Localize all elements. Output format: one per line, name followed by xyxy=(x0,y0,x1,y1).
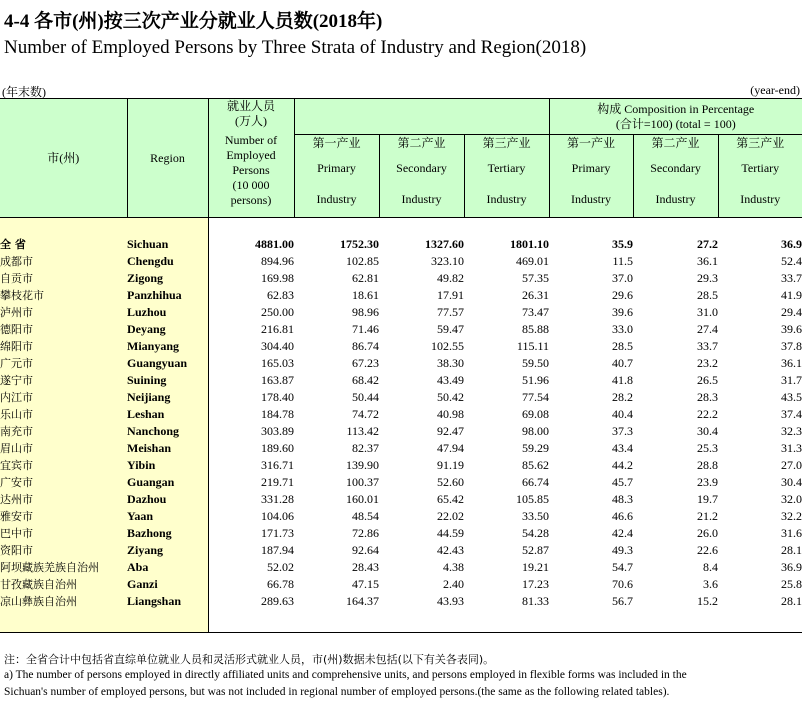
header-tertiary-pct-en: Tertiary xyxy=(741,161,780,175)
table-row xyxy=(0,508,802,525)
cell-tertiary-pct: 30.4 xyxy=(781,475,803,489)
cell-city: 乐山市 xyxy=(0,406,127,423)
cell-tertiary-pct: 31.7 xyxy=(781,373,803,387)
cell-tertiary-pct: 29.4 xyxy=(781,305,803,319)
cell-primary-pct: 49.3 xyxy=(612,543,634,557)
cell-total: 165.03 xyxy=(261,356,294,370)
cell-region: Ganzi xyxy=(127,576,208,593)
cell-region: Leshan xyxy=(127,406,208,423)
cell-tertiary-pct: 39.6 xyxy=(781,322,803,336)
cell-tertiary: 115.11 xyxy=(516,339,550,353)
cell-tertiary-pct: 37.4 xyxy=(781,407,803,421)
cell-tertiary-pct: 28.1 xyxy=(781,543,803,557)
cell-secondary: 22.02 xyxy=(437,509,464,523)
cell-tertiary-pct: 31.3 xyxy=(781,441,803,455)
cell-tertiary: 105.85 xyxy=(516,492,550,506)
cell-tertiary-pct: 52.4 xyxy=(781,254,803,268)
header-primary-en: Primary xyxy=(317,161,356,175)
cell-region: Panzhihua xyxy=(127,287,208,304)
table-row xyxy=(0,593,802,610)
cell-tertiary-pct: 25.8 xyxy=(781,577,803,591)
cell-region: Ziyang xyxy=(127,542,208,559)
table-row xyxy=(0,525,802,542)
header-absolute-group xyxy=(294,99,549,135)
header-composition-title: 构成 Composition in Percentage xyxy=(597,101,755,116)
cell-tertiary-pct: 43.5 xyxy=(781,390,803,404)
cell-primary: 160.01 xyxy=(346,492,379,506)
table-row xyxy=(0,559,802,576)
cell-secondary: 1327.60 xyxy=(425,237,464,251)
cell-region: Bazhong xyxy=(127,525,208,542)
footnote-english-line-1: a) The number of persons employed in directly affiliated units and comprehensive units, and persons employed in flexible forms was included in the xyxy=(4,669,687,681)
cell-secondary-pct: 23.9 xyxy=(697,475,719,489)
cell-secondary: 47.94 xyxy=(437,441,464,455)
cell-secondary: 323.10 xyxy=(431,254,464,268)
header-tertiary-pct xyxy=(718,135,802,218)
cell-tertiary: 59.50 xyxy=(522,356,550,370)
header-city: 市(州) xyxy=(0,99,127,218)
table-row xyxy=(0,372,802,389)
table-row-total xyxy=(0,218,802,254)
cell-tertiary-pct: 36.9 xyxy=(781,237,803,251)
table-row xyxy=(0,457,802,474)
cell-tertiary: 66.74 xyxy=(522,475,550,489)
cell-primary: 74.72 xyxy=(352,407,379,421)
cell-secondary-pct: 23.2 xyxy=(697,356,719,370)
cell-total: 219.71 xyxy=(261,475,294,489)
cell-secondary-pct: 26.0 xyxy=(697,526,719,540)
table-row xyxy=(0,491,802,508)
cell-city: 南充市 xyxy=(0,423,127,440)
cell-city: 宜宾市 xyxy=(0,457,127,474)
cell-region: Nanchong xyxy=(127,423,208,440)
cell-region: Meishan xyxy=(127,440,208,457)
cell-region: Deyang xyxy=(127,321,208,338)
cell-secondary: 43.49 xyxy=(437,373,464,387)
header-industry: Industry xyxy=(655,192,696,206)
cell-total: 894.96 xyxy=(261,254,294,268)
cell-total: 331.28 xyxy=(261,492,294,506)
header-secondary-pct-cn: 第二产业 xyxy=(651,136,700,150)
table-row xyxy=(0,406,802,423)
cell-secondary-pct: 28.3 xyxy=(697,390,719,404)
footnote-chinese: 注：全省合计中包括省直综单位就业人员和灵活形式就业人员，市(州)数据未包括(以下有关各表同)。 xyxy=(4,653,495,666)
cell-total: 66.78 xyxy=(267,577,294,591)
cell-primary-pct: 48.3 xyxy=(612,492,634,506)
cell-primary: 50.44 xyxy=(352,390,379,404)
cell-tertiary: 69.08 xyxy=(522,407,550,421)
cell-total: 169.98 xyxy=(261,271,294,285)
unit-label-chinese: (年末数) xyxy=(2,85,46,99)
header-primary-pct-en: Primary xyxy=(571,161,611,175)
cell-secondary: 42.43 xyxy=(437,543,464,557)
cell-total: 304.40 xyxy=(261,339,294,353)
cell-city: 全 省 xyxy=(0,218,127,254)
cell-region: Sichuan xyxy=(127,218,208,254)
cell-secondary: 49.82 xyxy=(437,271,464,285)
table-row xyxy=(0,576,802,593)
cell-primary: 72.86 xyxy=(352,526,379,540)
cell-region: Aba xyxy=(127,559,208,576)
cell-secondary: 77.57 xyxy=(437,305,464,319)
cell-primary: 100.37 xyxy=(346,475,379,489)
table-row xyxy=(0,474,802,491)
cell-tertiary: 77.54 xyxy=(522,390,550,404)
cell-secondary-pct: 28.8 xyxy=(697,458,719,472)
cell-total: 250.00 xyxy=(261,305,294,319)
cell-primary-pct: 28.2 xyxy=(612,390,634,404)
cell-primary-pct: 28.5 xyxy=(612,339,634,353)
cell-primary-pct: 11.5 xyxy=(612,254,634,268)
header-tertiary xyxy=(464,135,549,218)
cell-primary: 18.61 xyxy=(352,288,379,302)
header-secondary xyxy=(379,135,464,218)
cell-city: 广安市 xyxy=(0,474,127,491)
cell-tertiary-pct: 33.7 xyxy=(781,271,803,285)
cell-secondary: 4.38 xyxy=(443,560,464,574)
header-total xyxy=(208,99,294,218)
cell-region: Yibin xyxy=(127,457,208,474)
header-secondary-en: Secondary xyxy=(396,161,447,175)
cell-secondary-pct: 28.5 xyxy=(697,288,719,302)
cell-secondary-pct: 27.2 xyxy=(697,237,719,251)
cell-secondary-pct: 22.2 xyxy=(697,407,719,421)
cell-city: 泸州市 xyxy=(0,304,127,321)
cell-primary-pct: 54.7 xyxy=(612,560,634,574)
cell-secondary-pct: 26.5 xyxy=(697,373,719,387)
cell-tertiary-pct: 31.6 xyxy=(781,526,803,540)
cell-secondary-pct: 8.4 xyxy=(703,560,719,574)
cell-total: 52.02 xyxy=(267,560,294,574)
cell-secondary: 91.19 xyxy=(437,458,464,472)
cell-total: 163.87 xyxy=(261,373,294,387)
cell-city: 攀枝花市 xyxy=(0,287,127,304)
cell-tertiary: 54.28 xyxy=(522,526,550,540)
cell-secondary-pct: 21.2 xyxy=(697,509,719,523)
cell-primary: 71.46 xyxy=(352,322,379,336)
header-industry: Industry xyxy=(401,192,442,206)
cell-tertiary: 469.01 xyxy=(516,254,550,268)
cell-primary: 48.54 xyxy=(352,509,379,523)
cell-total: 178.40 xyxy=(261,390,294,404)
cell-secondary-pct: 30.4 xyxy=(697,424,719,438)
cell-tertiary: 57.35 xyxy=(522,271,550,285)
cell-tertiary: 17.23 xyxy=(522,577,550,591)
table-row xyxy=(0,542,802,559)
header-secondary-pct-en: Secondary xyxy=(650,161,701,175)
cell-city: 自贡市 xyxy=(0,270,127,287)
cell-secondary: 102.55 xyxy=(431,339,464,353)
cell-tertiary-pct: 28.1 xyxy=(781,594,803,608)
cell-secondary-pct: 29.3 xyxy=(697,271,719,285)
header-primary-pct xyxy=(549,135,633,218)
cell-primary-pct: 44.2 xyxy=(612,458,634,472)
cell-tertiary: 59.29 xyxy=(522,441,550,455)
cell-tertiary: 52.87 xyxy=(522,543,550,557)
header-total-en-5: persons) xyxy=(230,193,272,207)
table-bottom-spacer xyxy=(0,610,802,633)
cell-tertiary: 85.88 xyxy=(522,322,550,336)
header-composition xyxy=(549,99,802,135)
cell-city: 眉山市 xyxy=(0,440,127,457)
cell-secondary: 2.40 xyxy=(443,577,464,591)
employment-table xyxy=(0,98,802,633)
table-row xyxy=(0,355,802,372)
cell-city: 绵阳市 xyxy=(0,338,127,355)
cell-primary: 139.90 xyxy=(346,458,379,472)
cell-region: Chengdu xyxy=(127,253,208,270)
cell-region: Yaan xyxy=(127,508,208,525)
cell-secondary: 50.42 xyxy=(437,390,464,404)
cell-primary: 28.43 xyxy=(352,560,379,574)
cell-secondary: 38.30 xyxy=(437,356,464,370)
cell-city: 资阳市 xyxy=(0,542,127,559)
cell-primary: 82.37 xyxy=(352,441,379,455)
cell-total: 4881.00 xyxy=(255,237,294,251)
cell-tertiary-pct: 27.0 xyxy=(781,458,803,472)
cell-primary-pct: 39.6 xyxy=(612,305,634,319)
footnote-english-line-2: Sichuan's number of employed persons, but was not included in regional number of employed persons.(the same as the following related tables). xyxy=(4,686,670,698)
cell-tertiary: 19.21 xyxy=(522,560,550,574)
cell-region: Liangshan xyxy=(127,593,208,610)
header-total-en-3: Persons xyxy=(232,163,270,177)
cell-primary-pct: 46.6 xyxy=(612,509,634,523)
cell-total: 289.63 xyxy=(261,594,294,608)
header-tertiary-pct-cn: 第三产业 xyxy=(736,136,785,150)
title-chinese: 4-4 各市(州)按三次产业分就业人员数(2018年) xyxy=(4,11,383,32)
cell-tertiary: 98.00 xyxy=(522,424,550,438)
cell-tertiary-pct: 41.9 xyxy=(781,288,803,302)
cell-secondary: 92.47 xyxy=(437,424,464,438)
cell-primary-pct: 37.0 xyxy=(612,271,634,285)
table-row xyxy=(0,440,802,457)
cell-tertiary: 85.62 xyxy=(522,458,550,472)
cell-primary: 68.42 xyxy=(352,373,379,387)
cell-primary-pct: 45.7 xyxy=(612,475,634,489)
cell-total: 184.78 xyxy=(261,407,294,421)
cell-total: 216.81 xyxy=(261,322,294,336)
table-row xyxy=(0,321,802,338)
cell-tertiary-pct: 37.8 xyxy=(781,339,803,353)
cell-tertiary: 33.50 xyxy=(522,509,550,523)
cell-primary-pct: 43.4 xyxy=(612,441,634,455)
cell-secondary: 40.98 xyxy=(437,407,464,421)
cell-secondary-pct: 31.0 xyxy=(697,305,719,319)
cell-primary-pct: 70.6 xyxy=(612,577,634,591)
cell-city: 广元市 xyxy=(0,355,127,372)
cell-primary: 164.37 xyxy=(346,594,379,608)
cell-tertiary-pct: 36.9 xyxy=(781,560,803,574)
cell-region: Dazhou xyxy=(127,491,208,508)
cell-secondary: 59.47 xyxy=(437,322,464,336)
cell-region: Guangyuan xyxy=(127,355,208,372)
cell-primary-pct: 37.3 xyxy=(612,424,634,438)
cell-primary: 67.23 xyxy=(352,356,379,370)
cell-city: 巴中市 xyxy=(0,525,127,542)
cell-secondary-pct: 25.3 xyxy=(697,441,719,455)
table-row xyxy=(0,270,802,287)
header-composition-sub: (合计=100) (total = 100) xyxy=(615,116,736,131)
unit-label-english: (year-end) xyxy=(750,83,800,97)
cell-primary-pct: 35.9 xyxy=(612,237,634,251)
cell-total: 62.83 xyxy=(267,288,294,302)
cell-primary: 1752.30 xyxy=(340,237,379,251)
header-region: Region xyxy=(127,99,208,218)
cell-secondary: 43.93 xyxy=(437,594,464,608)
cell-city: 达州市 xyxy=(0,491,127,508)
cell-region: Zigong xyxy=(127,270,208,287)
cell-primary: 47.15 xyxy=(352,577,379,591)
header-primary-pct-cn: 第一产业 xyxy=(567,136,616,150)
cell-primary: 86.74 xyxy=(352,339,379,353)
cell-tertiary-pct: 32.3 xyxy=(781,424,803,438)
header-tertiary-en: Tertiary xyxy=(487,161,526,175)
table-row xyxy=(0,287,802,304)
table-row xyxy=(0,389,802,406)
cell-primary: 113.42 xyxy=(346,424,379,438)
header-secondary-pct xyxy=(633,135,718,218)
cell-city: 阿坝藏族羌族自治州 xyxy=(0,559,127,576)
cell-primary-pct: 33.0 xyxy=(612,322,634,336)
header-secondary-cn: 第二产业 xyxy=(397,136,446,150)
title-english: Number of Employed Persons by Three Strata of Industry and Region(2018) xyxy=(4,37,587,58)
cell-region: Guangan xyxy=(127,474,208,491)
header-total-en-4: (10 000 xyxy=(232,178,270,192)
cell-primary-pct: 41.8 xyxy=(612,373,634,387)
header-industry: Industry xyxy=(571,192,612,206)
cell-city: 成都市 xyxy=(0,253,127,270)
cell-secondary-pct: 27.4 xyxy=(697,322,719,336)
cell-region: Neijiang xyxy=(127,389,208,406)
header-primary-cn: 第一产业 xyxy=(312,136,361,150)
cell-region: Luzhou xyxy=(127,304,208,321)
cell-secondary-pct: 19.7 xyxy=(697,492,719,506)
cell-primary: 92.64 xyxy=(352,543,379,557)
header-primary xyxy=(294,135,379,218)
header-tertiary-cn: 第三产业 xyxy=(482,136,531,150)
cell-secondary: 52.60 xyxy=(437,475,464,489)
table-row xyxy=(0,304,802,321)
cell-primary-pct: 42.4 xyxy=(612,526,634,540)
cell-city: 甘孜藏族自治州 xyxy=(0,576,127,593)
cell-secondary-pct: 3.6 xyxy=(703,577,719,591)
cell-city: 德阳市 xyxy=(0,321,127,338)
cell-region: Mianyang xyxy=(127,338,208,355)
table-row xyxy=(0,253,802,270)
cell-city: 雅安市 xyxy=(0,508,127,525)
cell-primary: 62.81 xyxy=(352,271,379,285)
cell-tertiary: 73.47 xyxy=(522,305,550,319)
cell-secondary-pct: 36.1 xyxy=(697,254,719,268)
cell-total: 303.89 xyxy=(261,424,294,438)
cell-city: 内江市 xyxy=(0,389,127,406)
cell-secondary-pct: 15.2 xyxy=(697,594,719,608)
cell-total: 316.71 xyxy=(261,458,294,472)
cell-tertiary: 1801.10 xyxy=(510,237,550,251)
cell-secondary-pct: 33.7 xyxy=(697,339,719,353)
cell-primary-pct: 29.6 xyxy=(612,288,634,302)
header-industry: Industry xyxy=(486,192,527,206)
cell-total: 187.94 xyxy=(261,543,294,557)
table-row xyxy=(0,423,802,440)
table-row xyxy=(0,338,802,355)
cell-region: Suining xyxy=(127,372,208,389)
header-total-en-2: Employed xyxy=(226,148,276,162)
cell-primary: 102.85 xyxy=(346,254,379,268)
cell-city: 凉山彝族自治州 xyxy=(0,593,127,610)
cell-total: 171.73 xyxy=(261,526,294,540)
cell-secondary: 17.91 xyxy=(437,288,464,302)
header-total-cn: 就业人员 xyxy=(226,99,275,113)
cell-tertiary-pct: 32.2 xyxy=(781,509,803,523)
cell-tertiary: 51.96 xyxy=(522,373,550,387)
cell-secondary-pct: 22.6 xyxy=(697,543,719,557)
header-industry: Industry xyxy=(316,192,357,206)
cell-city: 遂宁市 xyxy=(0,372,127,389)
header-total-unit: (万人) xyxy=(235,114,267,128)
cell-primary-pct: 40.7 xyxy=(612,356,634,370)
cell-primary: 98.96 xyxy=(352,305,379,319)
cell-primary-pct: 40.4 xyxy=(612,407,634,421)
cell-total: 189.60 xyxy=(261,441,294,455)
cell-total: 104.06 xyxy=(261,509,294,523)
header-industry: Industry xyxy=(740,192,781,206)
cell-tertiary-pct: 32.0 xyxy=(781,492,803,506)
cell-secondary: 65.42 xyxy=(437,492,464,506)
cell-secondary: 44.59 xyxy=(437,526,464,540)
cell-primary-pct: 56.7 xyxy=(612,594,634,608)
cell-tertiary: 26.31 xyxy=(522,288,550,302)
header-total-en-1: Number of xyxy=(224,133,278,147)
cell-tertiary: 81.33 xyxy=(522,594,550,608)
cell-tertiary-pct: 36.1 xyxy=(781,356,803,370)
